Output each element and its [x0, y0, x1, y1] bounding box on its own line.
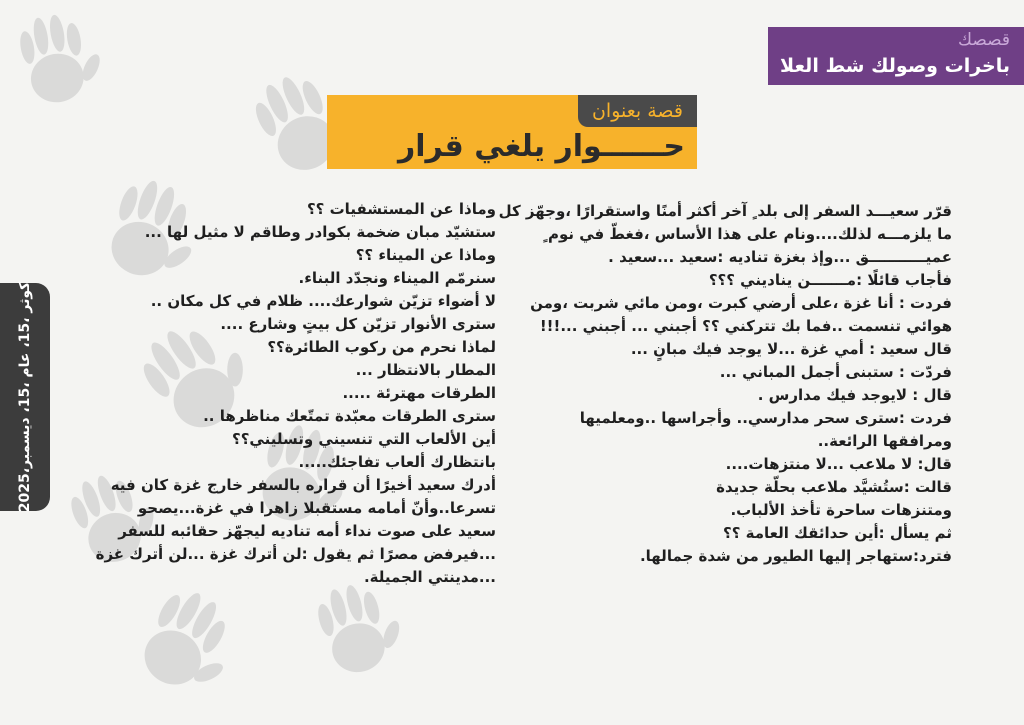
story-line: سترى الطرقات معبّدة تمتّعك مناظرها ..	[203, 407, 496, 425]
story-line: ...فيرفض مصرًا ثم يقول :لن أترك غزة ...لن أترك غزة	[95, 545, 496, 563]
section-title: باخرات وصولك شط العلا	[780, 55, 1010, 77]
story-line: قرّر سعيـــد السفر إلى بلد ٍ آخر أكثر أمنًا واستقرارًا ،وجهّز كل	[498, 202, 952, 220]
story-line: قالت :ستُشيَّد ملاعب بحلّة جديدة	[716, 478, 952, 496]
story-line: فترد:ستهاجر إليها الطيور من شدة جمالها.	[639, 547, 952, 565]
story-line: فردت :سترى سحر مدارسي.. وأجراسها ..ومعلميها	[579, 409, 952, 427]
section-banner	[768, 27, 1024, 85]
story-column-right	[498, 200, 952, 568]
story-line: لماذا نحرم من ركوب الطائرة؟؟	[267, 338, 496, 356]
story-line: أين الألعاب التي تنسيني وتسليني؟؟	[232, 430, 496, 448]
story-column-left	[76, 198, 496, 589]
story-title: حــــــوار يلغي قرار	[397, 129, 685, 164]
story-line: قال سعيد : أمي غزة ...لا يوجد فيك مبانٍ ...	[630, 340, 952, 358]
issue-date-text: كوثر ،15، عام ،15، ديسمبر،2025	[17, 281, 33, 513]
story-tag: قصة بعنوان	[578, 95, 697, 127]
handprint-decoration	[0, 1, 119, 128]
story-line: عميـــــــــــق ...وإذ بغزة تناديه :سعيد ...سعيد .	[608, 248, 952, 266]
story-line: ...مدينتي الجميلة.	[363, 568, 496, 586]
story-line: فأجاب قائلًا :مـــــــن يناديني ؟؟؟	[708, 271, 952, 289]
story-title-box	[327, 95, 697, 169]
story-line: قال : لايوجد فيك مدارس .	[757, 386, 952, 404]
story-line: ومتنزهات ساحرة تأخذ الألباب.	[730, 501, 952, 519]
story-line: لا أضواء تزيّن شوارعك.... ظلام في كل مكان ..	[150, 292, 496, 310]
story-line: سنرمّم الميناء ونجدّد البناء.	[298, 269, 496, 287]
story-line: بانتظارك ألعاب تفاجئك.....	[298, 453, 496, 471]
story-line: ما يلزمـــه لذلك....ونام على هذا الأساس ،فغطّ في نوم ٍ	[542, 225, 952, 243]
story-line: ستشيّد مبان ضخمة بكوادر وطاقم لا مثيل لها ...	[144, 223, 496, 241]
story-line: تسرعا..وأنّ أمامه مستقبلا زاهرا في غزة...يصحو	[137, 499, 496, 517]
story-line: قال: لا ملاعب ...لا منتزهات....	[725, 455, 952, 473]
story-line: الطرقات مهترئة .....	[342, 384, 496, 402]
story-line: أدرك سعيد أخيرًا أن قراره بالسفر خارج غزة كان فيه	[110, 476, 496, 494]
story-line: وماذا عن الميناء ؟؟	[355, 246, 496, 264]
hand-icon	[0, 1, 119, 128]
story-line: سترى الأنوار تزيّن كل بيتٍ وشارع ....	[220, 315, 496, 333]
story-line: المطار بالانتظار ...	[355, 361, 496, 379]
story-line: ومرافقها الرائعة..	[817, 432, 952, 450]
issue-date-tab	[0, 283, 50, 511]
section-label: قصصك	[958, 30, 1010, 50]
story-line: فردّت : ستبنى أجمل المباني ...	[719, 363, 952, 381]
story-line: هوائي تنسمت ..فما بك تتركني ؟؟ أجبني ... أجبني ...!!!	[539, 317, 952, 335]
story-line: وماذا عن المستشفيات ؟؟	[306, 200, 496, 218]
story-line: سعيد على صوت نداء أمه تناديه ليجهّز حقائبه للسفر	[118, 522, 496, 540]
story-line: فردت : أنا غزة ،على أرضي كبرت ،ومن مائي شربت ،ومن	[530, 294, 952, 312]
story-line: ثم يسأل :أين حدائقك العامة ؟؟	[723, 524, 952, 542]
